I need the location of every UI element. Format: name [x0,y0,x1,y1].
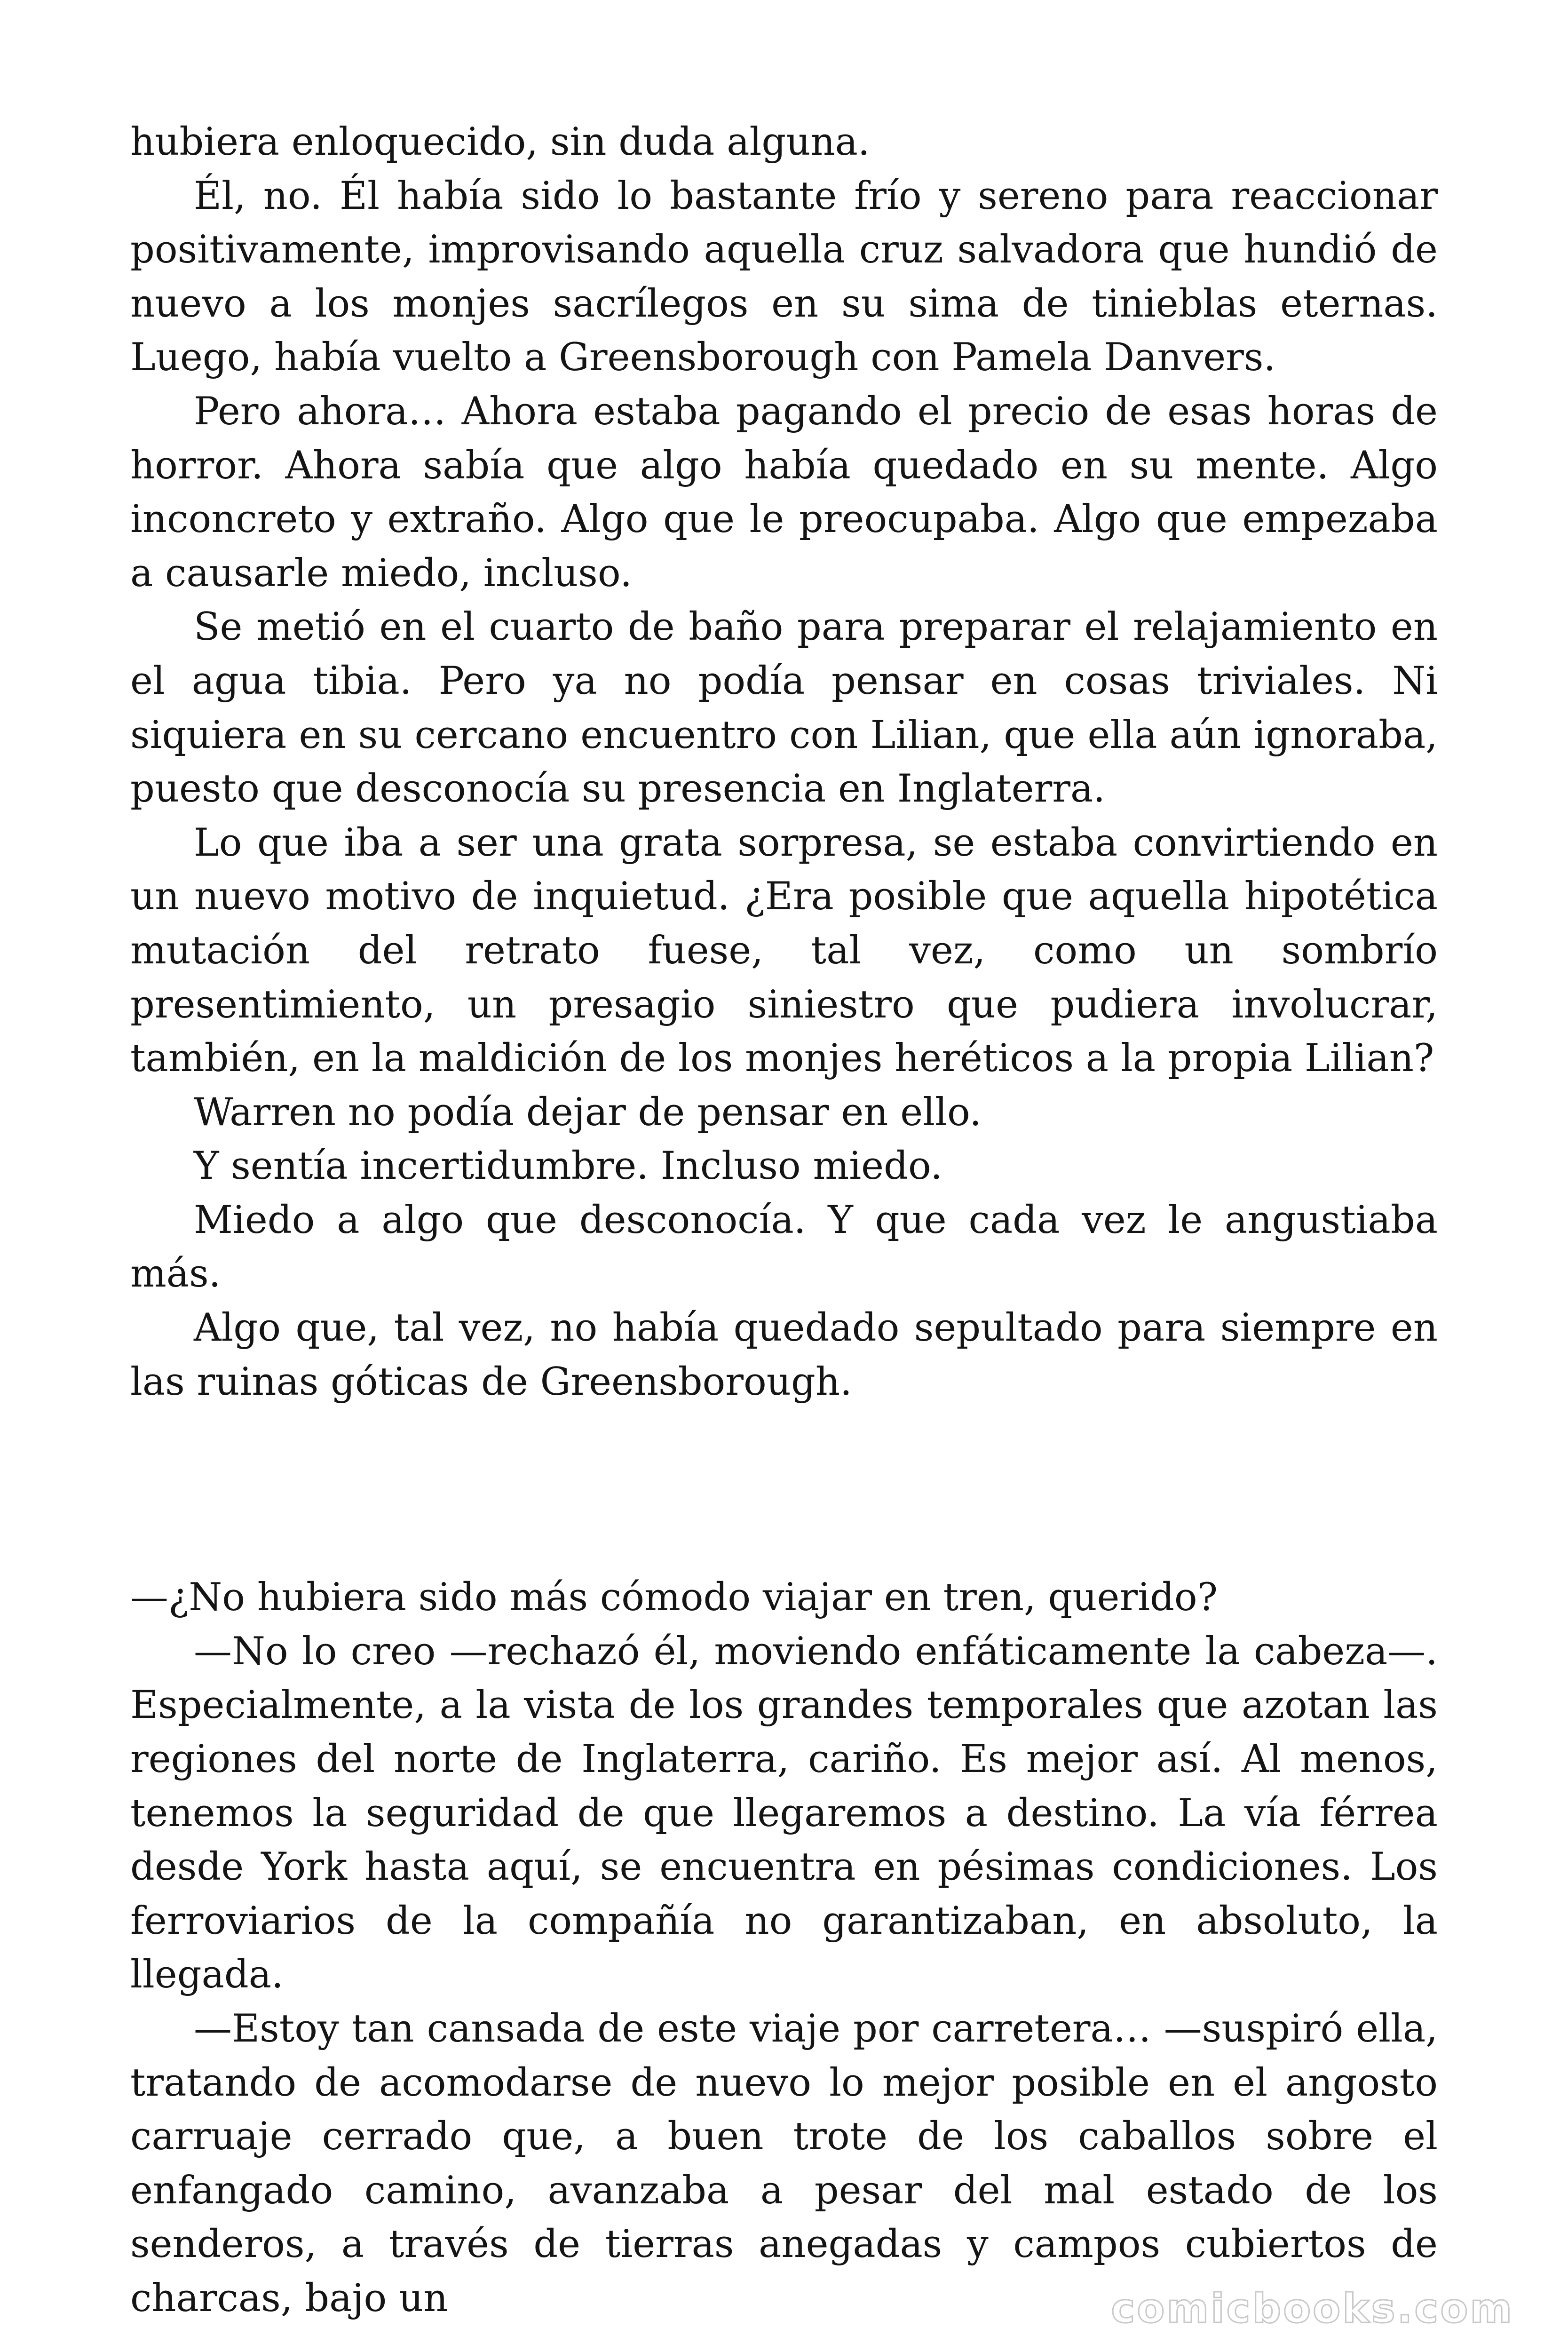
section-2 [130,1571,1438,2325]
section-1 [130,115,1438,1409]
paragraph: Pero ahora… Ahora estaba pagando el precio de esas horas de horror. Ahora sabía que algo había quedado en su mente. Algo inconcreto y extraño. Algo que le preocupaba. Algo que empezaba a causarle miedo, incluso. [130,389,1438,596]
page-body [130,115,1438,2326]
paragraph: hubiera enloquecido, sin duda alguna. [130,120,870,164]
paragraph: Miedo a algo que desconocía. Y que cada vez le angustiaba más. [130,1198,1438,1296]
paragraph: Y sentía incertidumbre. Incluso miedo. [194,1144,943,1189]
paragraph: Se metió en el cuarto de baño para preparar el relajamiento en el agua tibia. Pero ya no podía pensar en cosas triviales. Ni siquiera en su cercano encuentro con Lilian, que ella aún ignoraba, puesto que desconocía su presencia en Inglaterra. [130,605,1438,811]
paragraph: —Estoy tan cansada de este viaje por carretera… —suspiró ella, tratando de acomodarse de nuevo lo mejor posible en el angosto carruaje cerrado que, a buen trote de los caballos sobre el enfangado camino, avanzaba a pesar del mal estado de los senderos, a través de tierras anegadas y campos cubiertos de charcas, bajo un [130,2007,1438,2320]
watermark-logo: comicbooks.com [1111,2285,1514,2332]
section-break [130,1409,1438,1571]
paragraph: Warren no podía dejar de pensar en ello. [194,1090,982,1135]
paragraph: —¿No hubiera sido más cómodo viajar en tren, querido? [130,1575,1218,1620]
paragraph: Lo que iba a ser una grata sorpresa, se estaba convirtiendo en un nuevo motivo de inquietud. ¿Era posible que aquella hipotética mutación del retrato fuese, tal vez, como un sombrío presentimiento, un presagio siniestro que pudiera involucrar, también, en la maldición de los monjes heréticos a la propia Lilian? [130,820,1438,1081]
paragraph: Él, no. Él había sido lo bastante frío y sereno para reaccionar positivamente, improvisando aquella cruz salvadora que hundió de nuevo a los monjes sacrílegos en su sima de tinieblas eternas. Luego, había vuelto a Greensborough con Pamela Danvers. [130,174,1438,380]
paragraph: Algo que, tal vez, no había quedado sepultado para siempre en las ruinas góticas de Greensborough. [130,1306,1438,1404]
paragraph: —No lo creo —rechazó él, moviendo enfáticamente la cabeza—. Especialmente, a la vista de los grandes temporales que azotan las regiones del norte de Inglaterra, cariño. Es mejor así. Al menos, tenemos la seguridad de que llegaremos a destino. La vía férrea desde York hasta aquí, se encuentra en pésimas condiciones. Los ferroviarios de la compañía no garantizaban, en absoluto, la llegada. [130,1629,1438,1997]
